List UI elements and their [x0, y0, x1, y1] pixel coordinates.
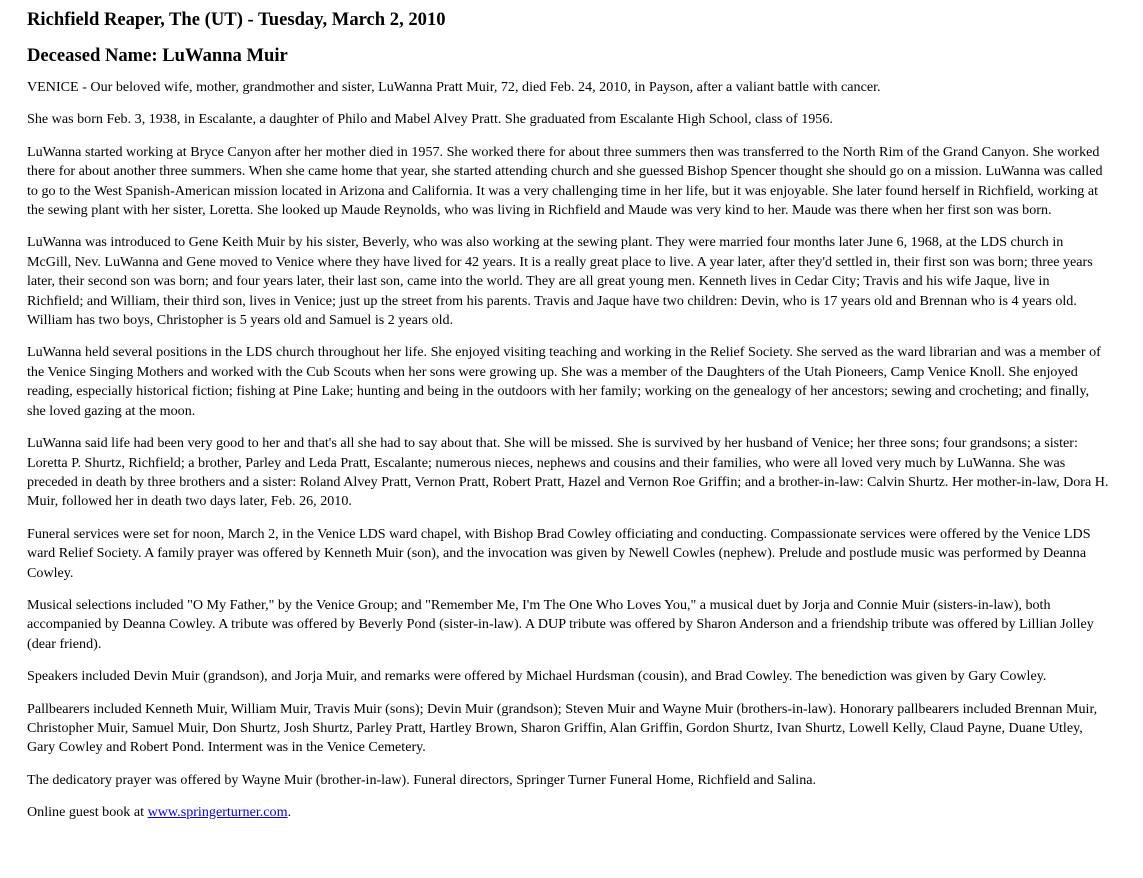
obituary-page — [27, 8, 1109, 836]
guestbook-suffix: . — [287, 804, 292, 821]
paragraph-dedicatory-prayer: The dedicatory prayer was offered by Wayne Muir (brother-in-law). Funeral directors, Springer Turner Funeral Home, Richfield and Salina. — [27, 771, 817, 788]
paragraph-funeral-services: Funeral services were set for noon, March 2, in the Venice LDS ward chapel, with Bishop Brad Cowley officiating and conducting. Compassionate services were offered by the Venice LDS ward Relief Society. A family prayer was offered by Kenneth Muir (son), and the invocation was given by Newell Cowles (nephew). Prelude and postlude music was performed by Deanna Cowley. — [27, 525, 1091, 581]
paragraph-intro: VENICE - Our beloved wife, mother, grandmother and sister, LuWanna Pratt Muir, 72, died Feb. 24, 2010, in Payson, after a valiant battle with cancer. — [27, 79, 881, 95]
guestbook-link[interactable]: www.springerturner.com — [147, 804, 288, 821]
paragraph-early-life: LuWanna started working at Bryce Canyon after her mother died in 1957. She worked there for about three summers then was transferred to the North Rim of the Grand Canyon. She worked there for about another three summers. When she came home that year, she started attending church and she guessed Bishop Spencer thought she should go on a mission. LuWanna was called to go to the West Spanish-American mission located in Arizona and California. It was a very challenging time in her life, but it was enjoyable. She later found herself in Richfield, working at the sewing plant with her sister, Loretta. She looked up Maude Reynolds, who was living in Richfield and Maude was very kind to her. Maude was there when her first son was born. — [27, 143, 1103, 219]
paragraph-speakers: Speakers included Devin Muir (grandson), and Jorja Muir, and remarks were offered by Michael Hurdsman (cousin), and Brad Cowley. The benediction was given by Gary Cowley. — [27, 668, 1047, 685]
paragraph-pallbearers: Pallbearers included Kenneth Muir, William Muir, Travis Muir (sons); Devin Muir (grandson); Steven Muir and Wayne Muir (brothers-in-law). Honorary pallbearers included Brennan Muir, Christopher Muir, Samuel Muir, Don Shurtz, Josh Shurtz, Parley Pratt, Hartley Brown, Sharon Griffin, Alan Griffin, Gordon Shurtz, Ivan Shurtz, Lowell Kelly, Claud Payne, Duane Utley, Gary Cowley and Robert Pond. Interment was in the Venice Cemetery. — [27, 700, 1098, 756]
paragraph-survivors: LuWanna said life had been very good to her and that's all she had to say about that. She will be missed. She is survived by her husband of Venice; her three sons; four grandsons; a sister: Loretta P. Shurtz, Richfield; a brother, Parley and Leda Pratt, Escalante; numerous nieces, nephews and cousins and their families, who were all loved very much by LuWanna. She was preceded in death by three brothers and a sister: Roland Alvey Pratt, Vernon Pratt, Robert Pratt, Hazel and Vernon Roe Griffin; and a brother-in-law: Calvin Shurtz. Her mother-in-law, Dora H. Muir, followed her in death two days later, Feb. 26, 2010. — [27, 435, 1109, 510]
paragraph-church-service: LuWanna held several positions in the LDS church throughout her life. She enjoyed visiting teaching and working in the Relief Society. She served as the ward librarian and was a member of the Venice Singing Mothers and worked with the Cub Scouts when her sons were growing up. She was a member of the Daughters of the Utah Pioneers, Camp Venice Knoll. She enjoyed reading, especially historical fiction; fishing at Pine Lake; hunting and being in the outdoors with her family; working on the genealogy of her ancestors; sewing and crocheting; and finally, she loved gazing at the moon. — [27, 344, 1101, 419]
paragraph-marriage: LuWanna was introduced to Gene Keith Muir by his sister, Beverly, who was also working at the sewing plant. They were married four months later June 6, 1968, at the LDS church in McGill, Nev. LuWanna and Gene moved to Venice where they have lived for 42 years. It is a really great place to live. A year later, after they'd settled in, their first son was born; three years later, their second son was born; and four years later, their last son, came into the world. They are all great young men. Kenneth lives in Cedar City; Travis and his wife Jaque, live in Richfield; and William, their third son, lives in Venice; just up the street from his parents. Travis and Jaque have two children: Devin, who is 17 years old and Brennan who is 4 years old. William has two boys, Christopher is 5 years old and Samuel is 2 years old. — [27, 234, 1093, 329]
newspaper-title: Richfield Reaper, The (UT) - Tuesday, March 2, 2010 — [27, 9, 446, 30]
guestbook-prefix: Online guest book at — [27, 804, 148, 821]
obituary-article — [27, 78, 1109, 823]
paragraph-birth: She was born Feb. 3, 1938, in Escalante, a daughter of Philo and Mabel Alvey Pratt. She graduated from Escalante High School, class of 1956. — [27, 111, 833, 128]
paragraph-musical-selections: Musical selections included "O My Father," by the Venice Group; and "Remember Me, I'm The One Who Loves You," a musical duet by Jorja and Connie Muir (sisters-in-law), both accompanied by Deanna Cowley. A tribute was offered by Beverly Pond (sister-in-law). A DUP tribute was offered by Sharon Anderson and a friendship tribute was offered by Lillian Jolley (dear friend). — [27, 596, 1094, 652]
deceased-name-heading: Deceased Name: LuWanna Muir — [27, 45, 288, 66]
guestbook-line — [27, 803, 1109, 822]
